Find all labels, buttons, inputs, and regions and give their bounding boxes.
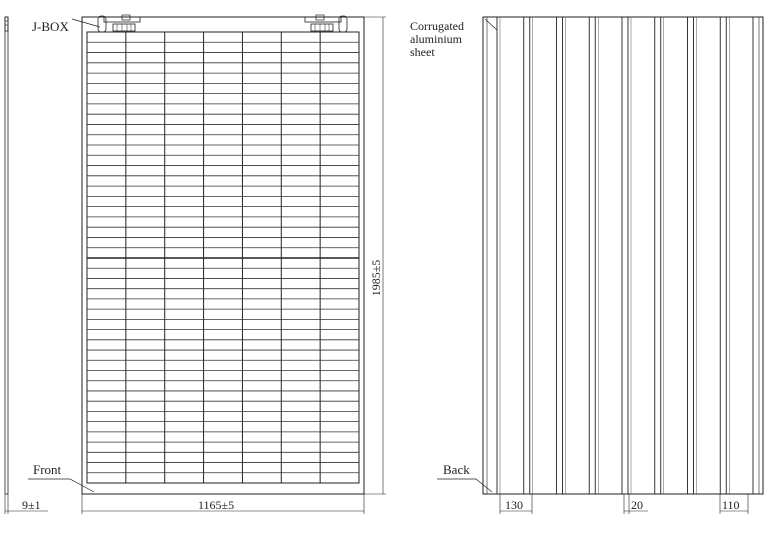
back-dimensions [500, 494, 748, 514]
jbox-left [98, 15, 140, 32]
back-dim-20: 20 [631, 498, 643, 512]
rib [628, 17, 655, 494]
back-label: Back [443, 462, 470, 477]
back-dim-130: 130 [505, 498, 523, 512]
front-leader [28, 479, 94, 492]
back-dim-110: 110 [722, 498, 740, 512]
rib [726, 17, 753, 494]
corrugation-ribs [497, 17, 753, 494]
material-label: Corrugated aluminium sheet [410, 19, 464, 59]
back-leader [437, 479, 492, 492]
rib [530, 17, 557, 494]
rib [694, 17, 721, 494]
rib [661, 17, 688, 494]
width-dimension-label: 1165±5 [198, 498, 235, 512]
front-view [82, 17, 364, 494]
back-view [483, 17, 763, 494]
rib [595, 17, 622, 494]
height-dimension-label: 1985±5 [369, 259, 383, 297]
rib [563, 17, 590, 494]
side-thickness-label: 9±1 [22, 498, 41, 512]
rib [497, 17, 524, 494]
side-profile [5, 17, 48, 514]
jbox-right [305, 15, 347, 32]
jbox-label: J-BOX [32, 19, 69, 34]
jbox-leader [72, 19, 100, 27]
front-label: Front [33, 462, 62, 477]
height-dimension [364, 17, 386, 494]
